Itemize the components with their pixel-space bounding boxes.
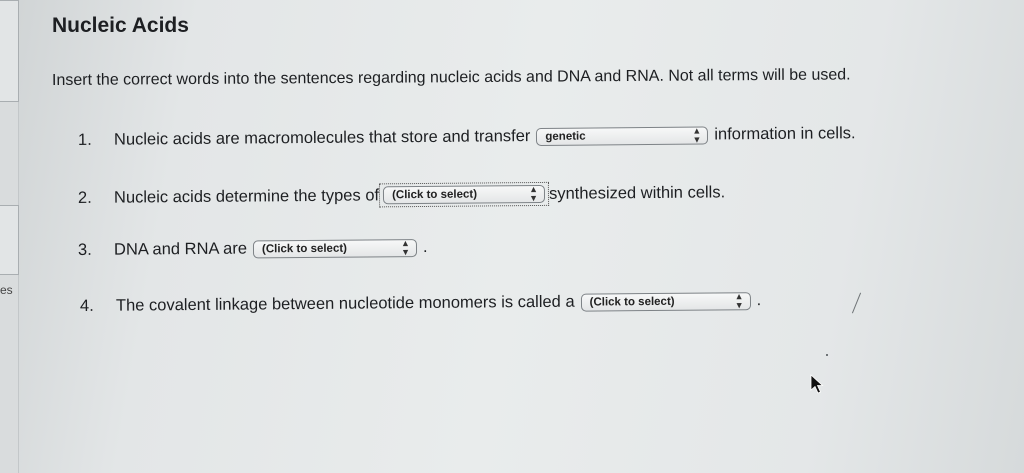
screen-scratch (852, 293, 861, 314)
question-2 (78, 180, 725, 210)
question-text-before: DNA and RNA are (113, 239, 248, 259)
updown-arrows-icon: ▲ ▼ (529, 183, 539, 204)
question-number: 2. (77, 188, 92, 207)
question-4 (80, 291, 761, 316)
select-value: genetic (545, 130, 586, 143)
instructions-text: Insert the correct words into the sentences regarding nucleic acids and DNA and RNA. Not all terms will be used. (51, 66, 851, 89)
question-text-before: The covalent linkage between nucleotide monomers is called a (115, 292, 575, 315)
question-text-before: Nucleic acids are macromolecules that store and transfer (113, 127, 531, 149)
select-focus-ring (379, 182, 549, 207)
updown-arrows-icon: ▲ ▼ (734, 290, 744, 310)
question-1 (78, 124, 856, 150)
mouse-pointer-icon (810, 374, 824, 399)
updown-arrows-icon: ▲ ▼ (400, 237, 411, 257)
answer-select-4[interactable] (581, 292, 751, 311)
answer-select-2[interactable] (383, 185, 545, 204)
page-title: Nucleic Acids (52, 14, 189, 37)
answer-select-3[interactable] (253, 239, 417, 258)
question-text-before: Nucleic acids determine the types of (113, 185, 380, 207)
left-sidebar-label: es (0, 283, 13, 297)
question-number: 3. (77, 240, 92, 259)
question-text-after: . (422, 237, 428, 256)
screen-speck (826, 354, 828, 356)
question-text-after: synthesized within cells. (548, 182, 726, 203)
question-3 (78, 238, 428, 260)
left-sidebar-panel (0, 205, 19, 275)
question-text-after: information in cells. (714, 124, 856, 144)
question-number: 4. (79, 296, 94, 315)
select-value: (Click to select) (261, 242, 348, 255)
question-number: 1. (77, 130, 92, 149)
updown-arrows-icon: ▲ ▼ (692, 125, 702, 145)
left-sidebar-panel (0, 0, 19, 102)
question-text-after: . (756, 291, 762, 310)
select-value: (Click to select) (589, 295, 675, 309)
answer-select-1[interactable] (536, 126, 708, 146)
select-value: (Click to select) (391, 188, 478, 202)
